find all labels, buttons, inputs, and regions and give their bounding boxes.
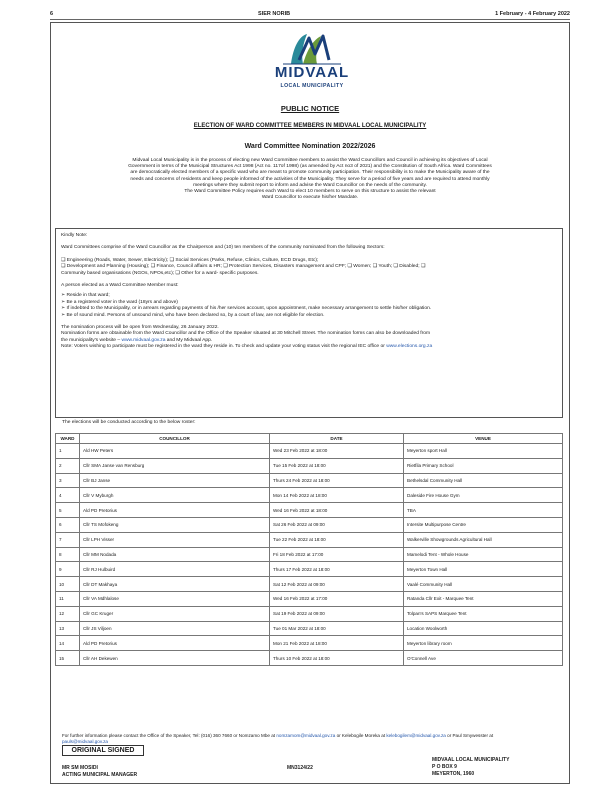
address-line: MEYERTON, 1960 (432, 771, 475, 777)
venue: Mamelodi Tent - Whole House (404, 547, 563, 562)
website-link[interactable]: www.midvaal.gov.za (121, 337, 166, 343)
table-header-row (56, 434, 563, 444)
councillor-name: Ald PD Pretorius (80, 636, 270, 651)
ward-number: 1 (56, 444, 80, 459)
nomination-title: Ward Committee Nomination 2022/2026 (244, 143, 376, 150)
ward-number: 3 (56, 473, 80, 488)
email-link[interactable]: nomzamom@midvaal.gov.za (276, 733, 336, 738)
election-roster-table (55, 433, 563, 666)
venue: Meyerton sport Hall (404, 444, 563, 459)
page-number: 6 (50, 11, 54, 17)
table-row (56, 547, 563, 562)
eligibility-item: ➢ Reside in that ward; (61, 293, 110, 299)
ward-number: 14 (56, 636, 80, 651)
original-signed-box: ORIGINAL SIGNED (62, 745, 144, 756)
sectors-list (61, 258, 557, 277)
table-row (56, 562, 563, 577)
logo-subtitle: LOCAL MUNICIPALITY (280, 83, 344, 89)
councillor-name: Cllr LPH Visser (80, 532, 270, 547)
address-line: P O BOX 9 (432, 764, 457, 770)
venue: Walkerville Showgrounds Agricultural Hall (404, 532, 563, 547)
election-date: Mon 21 Feb 2022 at 18:00 (270, 636, 404, 651)
notice-title: PUBLIC NOTICE (280, 104, 340, 113)
election-date: Thurs 24 Feb 2022 at 18:00 (270, 473, 404, 488)
signatory (62, 765, 137, 779)
intro-line: Ward Councillor to execute his/her Mandate. (261, 195, 359, 201)
iec-link[interactable]: www.elections.org.za (386, 344, 433, 350)
ward-number: 5 (56, 503, 80, 518)
table-row (56, 636, 563, 651)
election-date: Wed 16 Feb 2022 at 17:00 (270, 591, 404, 606)
kindly-note-heading: Kindly Note: (61, 233, 88, 238)
header-councillor: COUNCILLOR (80, 434, 270, 444)
intro-line: needs and concerns of residents and keep people informed of the activities of the Municipality. They serve for a period of five years and are required to attend monthly (130, 176, 490, 182)
councillor-name: Ald HW Peters (80, 444, 270, 459)
election-date: Wed 16 Feb 2022 at 18:00 (270, 503, 404, 518)
further-text-b: or Kelebogile Moreka at (335, 733, 387, 738)
election-date: Sat 26 Feb 2022 at 09:00 (270, 517, 404, 532)
councillor-name: Cllr DT Makhaya (80, 577, 270, 592)
election-date: Thurs 10 Feb 2022 at 18:00 (270, 651, 404, 666)
sectors-line: ❑ Engineering (Roads, Water, Sewer, Electricity); ❑ Social Services (Parks, Refuse, Clinics, Culture, ECD Drugs, Etc); (61, 257, 319, 263)
ward-number: 13 (56, 621, 80, 636)
election-date: Tue 01 Mar 2022 at 18:00 (270, 621, 404, 636)
table-intro: The elections will be conducted according to the below roster: (62, 420, 196, 425)
eligibility-item: ➢ Be a registered voter in the ward (18yrs and above) (61, 299, 178, 305)
voters-text: Note: Voters wishing to participate must be registered in the ward they reside in. To check and update your voting status visit the regional IEC office or (61, 344, 387, 350)
councillor-name: Ald PD Pretorius (80, 503, 270, 518)
eligibility-list (61, 293, 557, 319)
ward-number: 2 (56, 458, 80, 473)
election-date: Wed 23 Feb 2022 at 18:00 (270, 444, 404, 459)
forms-text: Nomination forms are obtainable from the Ward Councillor and the Office of the Speaker situated at 30 Mitchell Street. The nomination forms can also be downloaded from (61, 331, 431, 337)
notice-reference: MN3124/22 (287, 765, 313, 771)
issue-date: 1 February - 4 February 2022 (495, 11, 570, 17)
ward-number: 11 (56, 591, 80, 606)
forms-text-2a: the municipality's website – (61, 337, 122, 343)
venue: O'Connell Ave (404, 651, 563, 666)
voters-note (61, 344, 557, 350)
sectors-line: ❑ Development and Planning (Housing); ❑ Finance, Council affairs & HR; ❑ Protection Services, Disasters management and CPF; ❑ Women; ❑ Youth; ❑ Disabled; ❑ (61, 264, 426, 270)
venue: Meyerton library room (404, 636, 563, 651)
nomination-info (61, 325, 557, 351)
email-link[interactable]: kelebogilem@midvaal.gov.za (386, 733, 446, 738)
ward-number: 12 (56, 606, 80, 621)
councillor-name: Cllr JS Viljoen (80, 621, 270, 636)
email-link[interactable]: pauls@midvaal.gov.za (62, 739, 108, 744)
table-row (56, 503, 563, 518)
table-row (56, 488, 563, 503)
eligibility-item: ➢ If indebted to the Municipality, or in arrears regarding payments of his /her services account, upon appointment, make necessary arrangement to settle his/her obligation. (61, 306, 432, 312)
intro-line: Midvaal Local Municipality is in the process of electing new Ward Committee members to assist the Ward Councillors and Council in achieving its objectives of Local (132, 158, 488, 163)
election-date: Mon 14 Feb 2022 at 18:00 (270, 488, 404, 503)
election-title: ELECTION OF WARD COMMITTEE MEMBERS IN MIDVAAL LOCAL MUNICIPALITY (193, 123, 427, 129)
table-row (56, 532, 563, 547)
open-date: The nomination process will be open from Wednesday, 26 January 2022. (61, 325, 219, 331)
election-date: Tue 15 Feb 2022 at 18:00 (270, 458, 404, 473)
table-row (56, 606, 563, 621)
ward-number: 15 (56, 651, 80, 666)
table-row (56, 591, 563, 606)
election-date: Thurs 17 Feb 2022 at 18:00 (270, 562, 404, 577)
venue: Rietfila Primary School (404, 458, 563, 473)
roster-body (56, 444, 563, 666)
ward-number: 6 (56, 517, 80, 532)
ward-number: 10 (56, 577, 80, 592)
paper-name: SIER NORIB (258, 11, 291, 17)
table-row (56, 458, 563, 473)
councillor-name: Cllr TS Mofokeng (80, 517, 270, 532)
councillor-name: Cllr AH Dekewen (80, 651, 270, 666)
election-date: Fri 18 Feb 2022 at 17:00 (270, 547, 404, 562)
election-date: Sat 19 Feb 2022 at 09:00 (270, 606, 404, 621)
venue: Intersite Multipurpose Centre (404, 517, 563, 532)
further-text-a: For further information please contact the Office of the Speaker, Tel: (016) 360 7660 or Nomzamo Mbe at (62, 733, 277, 738)
councillor-name: Cllr V Myburgh (80, 488, 270, 503)
newspaper-header (50, 9, 570, 20)
table-row (56, 577, 563, 592)
councillor-name: Cllr GC Kruger (80, 606, 270, 621)
sectors-line: Community based organisations (NGOs, NPOs,etc); ❑ Other for a ward- specific purposes. (61, 270, 259, 276)
intro-paragraph (65, 158, 555, 201)
councillor-name: Cllr SMA Janse van Rensburg (80, 458, 270, 473)
intro-line: are democratically elected members of a specific ward who are meant to promote community participation. Their responsibility is to make the Municipality aware of the (130, 170, 490, 176)
councillor-name: Cllr MM Nodada (80, 547, 270, 562)
ward-number: 9 (56, 562, 80, 577)
venue: Location Woolworth (404, 621, 563, 636)
election-date: Sat 12 Feb 2022 at 09:00 (270, 577, 404, 592)
kindly-note-box (55, 228, 563, 418)
councillor-name: Cllr RJ Hulbuird (80, 562, 270, 577)
midvaal-logo (263, 30, 361, 100)
ward-number: 7 (56, 532, 80, 547)
table-row (56, 473, 563, 488)
table-row (56, 651, 563, 666)
councillor-name: Cllr BJ Janse (80, 473, 270, 488)
ward-number: 4 (56, 488, 80, 503)
header-venue: VENUE (404, 434, 563, 444)
header-ward: WARD (56, 434, 80, 444)
venue: Vaalé Community Hall (404, 577, 563, 592)
table-row (56, 621, 563, 636)
table-row (56, 444, 563, 459)
logo-wordmark: MIDVAAL (274, 64, 350, 81)
signatory-role: ACTING MUNICIPAL MANAGER (62, 772, 138, 778)
venue: Daleside Fire House Gym (404, 488, 563, 503)
municipal-address (432, 757, 509, 778)
eligibility-item: ➢ Be of sound mind. Persons of unsound mind, who have been declared so, by a court of law, are not eligible for election. (61, 312, 325, 318)
intro-line: Government in terms of the Municipal Structures Act 1998 (Act no. 117of 1998) (as amended by Act no3 of 2021) and the Constitution of South Africa. Ward Committees (128, 164, 492, 170)
header-date: DATE (270, 434, 404, 444)
venue: Tolpan's SAPS Marquee Tent (404, 606, 563, 621)
election-date: Tue 22 Feb 2022 at 18:00 (270, 532, 404, 547)
intro-line: meetings where they submit report to inform and advise the Ward Councillor on the needs of the community. (193, 182, 427, 188)
forms-text-2b: and My Midvaal App. (165, 337, 213, 343)
signatory-name: MR SM MOSIDI (62, 765, 98, 771)
venue: Meyerton Town Hall (404, 562, 563, 577)
eligibility-heading: A person elected as a Ward Committee Member must: (61, 283, 179, 289)
further-info (62, 733, 552, 745)
intro-line: The Ward Committee Policy requires each Ward to elect 10 members to serve on this structure to assist the relevant (184, 189, 436, 195)
councillor-name: Cllr VA Mdhlalose (80, 591, 270, 606)
ward-number: 8 (56, 547, 80, 562)
composition-text: Ward Committees comprise of the Ward Councillor as the Chairperson and (10) ten members of the community nominated from the following Sectors: (61, 245, 385, 251)
venue: TBA (404, 503, 563, 518)
venue: Ratanda Cllr Exit - Marquee Tent (404, 591, 563, 606)
midvaal-emblem-icon (263, 30, 361, 66)
venue: Bethelsdal Community Hall (404, 473, 563, 488)
further-text-c: or Paul Smywesster at (445, 733, 494, 738)
table-row (56, 517, 563, 532)
address-line: MIDVAAL LOCAL MUNICIPALITY (432, 757, 510, 763)
